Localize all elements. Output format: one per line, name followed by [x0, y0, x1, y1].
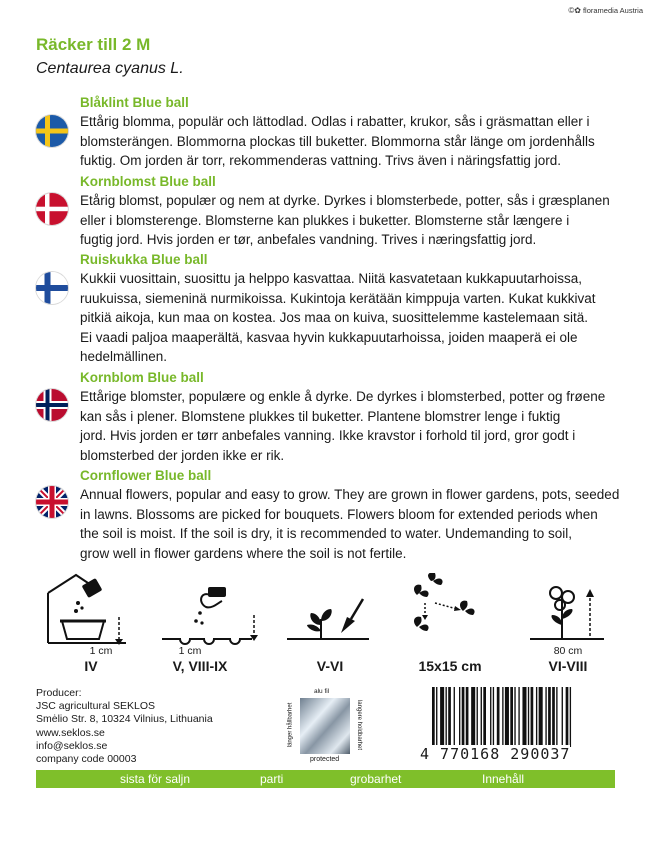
barcode-bar	[462, 687, 465, 747]
section-text: Kukkii vuosittain, suosittu ja helppo kasvattaa. Niitä kasvatetaan kukkapuutarhoissa, ruukuissa, siemeninä nurmikoissa. Kukintoja kerätään kimppuja varten. Kukat kukkivat pitkiä aikoja, kun maa on kostea. Jos maa on kuiva, suosittelemme kastelemaan sitä. Ei vaadi paljoa maaperältä, kasvaa hyvin kukkapuutarhoissa, joiden maaperä ei ole hedelmällinen.	[80, 271, 596, 364]
sowing-pot-icon	[36, 573, 146, 653]
planting-trowel-icon	[285, 573, 375, 653]
producer-line: Smėlio Str. 8, 10324 Vilnius, Lithuania	[36, 713, 213, 726]
section-heading: Cornflower Blue ball	[80, 468, 212, 483]
footer-label: parti	[260, 772, 284, 786]
sowing-ground-icon	[160, 573, 270, 653]
sowing-ground	[160, 573, 270, 683]
footer-label: sista för saljn	[120, 772, 191, 786]
barcode-bar	[528, 687, 529, 747]
sowing-pot	[36, 573, 146, 683]
section-norwegian	[80, 369, 630, 465]
section-heading: Ruiskukka Blue ball	[80, 252, 208, 267]
producer-line: info@seklos.se	[36, 739, 108, 752]
sowing-month-label: V-VI	[316, 658, 344, 674]
badge-top-label: alu fil	[314, 688, 330, 695]
producer-line: JSC agricultural SEKLOS	[36, 700, 156, 713]
sowing-month-label: IV	[84, 658, 98, 674]
badge-right-label: langere holdbarhet	[356, 699, 363, 751]
sowing-depth: 1 cm	[178, 645, 202, 657]
section-danish	[80, 173, 630, 250]
sowing-depth: 1 cm	[89, 645, 113, 657]
barcode-bar	[502, 687, 503, 747]
barcode-bar	[466, 687, 469, 747]
barcode-bar	[459, 687, 460, 747]
section-text: Etårig blomst, populær og nem at dyrke. Dyrkes i blomsterbede, potter, sås i græsplanen eller i blomsterenge. Blomsterne kan plukkes i buketter. Blomsterne står længere i fugtig jord. Hvis jorden er tør, anbefales vandning. Trives i næringsfattig jord.	[80, 193, 610, 247]
footer-label: Innehåll	[482, 772, 525, 786]
barcode-bar	[570, 687, 571, 747]
alu-foil-badge	[282, 688, 368, 766]
barcode-bar	[536, 687, 537, 747]
barcode-bar	[556, 687, 557, 747]
barcode-bar	[493, 687, 494, 747]
plant-height-value: 80 cm	[553, 645, 583, 657]
barcode-bar	[548, 687, 551, 747]
plant-height-icon	[528, 573, 608, 645]
planting	[285, 573, 375, 683]
sowing-month-label: 15x15 cm	[418, 658, 482, 674]
barcode-bar	[505, 687, 509, 747]
producer-info	[36, 687, 213, 766]
barcode-digits: 4 770168 290037	[420, 745, 571, 763]
brand-mark	[568, 6, 643, 15]
uk-flag-icon	[36, 486, 68, 518]
section-swedish	[80, 94, 630, 171]
barcode-bar	[518, 687, 519, 747]
footer-strip	[36, 770, 615, 788]
barcode-bar	[566, 687, 569, 747]
plant-height	[528, 573, 608, 683]
barcode-bar	[539, 687, 543, 747]
section-heading: Blåklint Blue ball	[80, 95, 189, 110]
footer-label: grobarhet	[350, 772, 402, 786]
section-text: Ettårig blomma, populär och lättodlad. Odlas i rabatter, krukor, sås i gräsmattan eller i blomsterängen. Blommorna plockas till buketter. Blommorna står länge om jordenhålls fuktig. Om jorden är torr, rekommenderas vattning. Trivs även i näringsfattig jord.	[80, 114, 595, 168]
producer-line: company code 00003	[36, 753, 137, 766]
producer-line: Producer:	[36, 687, 82, 699]
sweden-flag-icon	[36, 115, 68, 147]
barcode-bar	[454, 687, 455, 747]
barcode-bar	[440, 687, 444, 747]
brand-name: floramedia Austria	[582, 6, 643, 15]
copyright-flower-icon: ©✿	[568, 6, 581, 15]
sowing-month-label: VI-VIII	[548, 658, 588, 674]
producer-line: www.seklos.se	[36, 726, 105, 739]
badge-left-label: länger hållbarhet	[287, 702, 294, 748]
barcode-bar	[490, 687, 491, 747]
section-heading: Kornblomst Blue ball	[80, 174, 216, 189]
section-text: Ettårige blomster, populære og enkle å dyrke. De dyrkes i blomsterbed, potter og frøene kan sås i plener. Blomstene plukkes til buketter. Plantene blomstrer lenge i fuktig jord. Hvis jorden er tørr anbefales vanning. Ikke kravstor i forhold til jord, gror godt i blomsterbed der jorden ikke er rik.	[80, 389, 606, 463]
barcode-bar	[531, 687, 534, 747]
section-english	[80, 467, 630, 563]
barcode-bar	[436, 687, 437, 747]
barcode-bar	[522, 687, 526, 747]
barcode-bar	[514, 687, 515, 747]
barcode-bar	[497, 687, 500, 747]
barcode-bar	[432, 687, 435, 747]
norway-flag-icon	[36, 389, 68, 421]
barcode-bar	[477, 687, 478, 747]
finland-flag-icon	[36, 272, 68, 304]
barcode-bar	[510, 687, 513, 747]
barcode-bar	[471, 687, 475, 747]
barcode-bar	[483, 687, 486, 747]
plant-spacing-icon	[405, 573, 495, 653]
barcode-bar	[446, 687, 447, 747]
barcode-bar	[552, 687, 555, 747]
barcode-bar	[481, 687, 482, 747]
barcode-bar	[562, 687, 563, 747]
barcode-bar	[448, 687, 451, 747]
latin-name: Centaurea cyanus L.	[36, 60, 184, 77]
denmark-flag-icon	[36, 193, 68, 225]
section-finnish	[80, 251, 630, 367]
sowing-month-label: V, VIII-IX	[172, 658, 228, 674]
barcode-bar	[545, 687, 546, 747]
plant-spacing	[405, 573, 495, 683]
product-title: Räcker till 2 M	[36, 35, 151, 54]
sowing-instructions	[0, 573, 651, 683]
section-text: Annual flowers, popular and easy to grow. They are grown in flower gardens, pots, seeded in lawns. Blossoms are picked for bouquets. Flowers bloom for extended periods when the soil is moist. If the soil is dry, it is recommended to water. Undemanding to soil, grow well in flower gardens where the soil is not fertile.	[80, 487, 620, 561]
section-heading: Kornblom Blue ball	[80, 370, 204, 385]
badge-bottom-label: protected	[310, 756, 340, 763]
